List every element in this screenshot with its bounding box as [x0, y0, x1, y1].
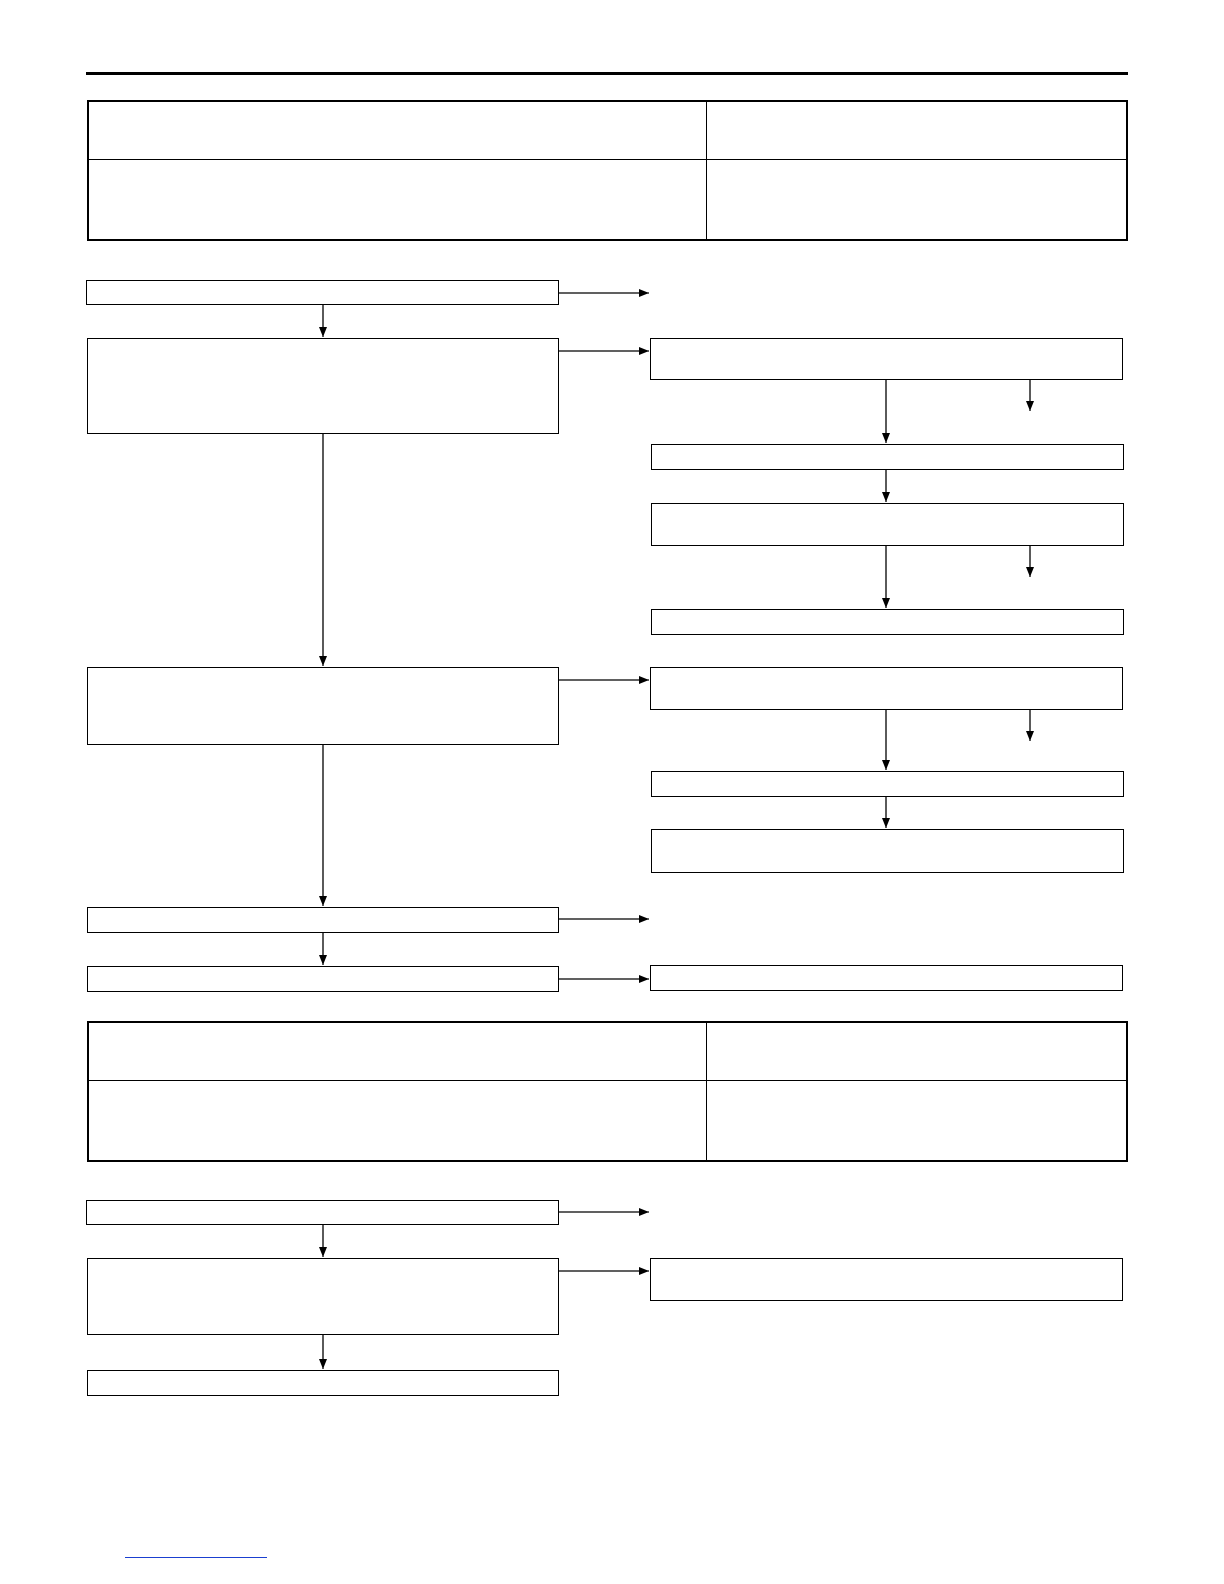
footer-link-underline[interactable]: [125, 1557, 267, 1558]
